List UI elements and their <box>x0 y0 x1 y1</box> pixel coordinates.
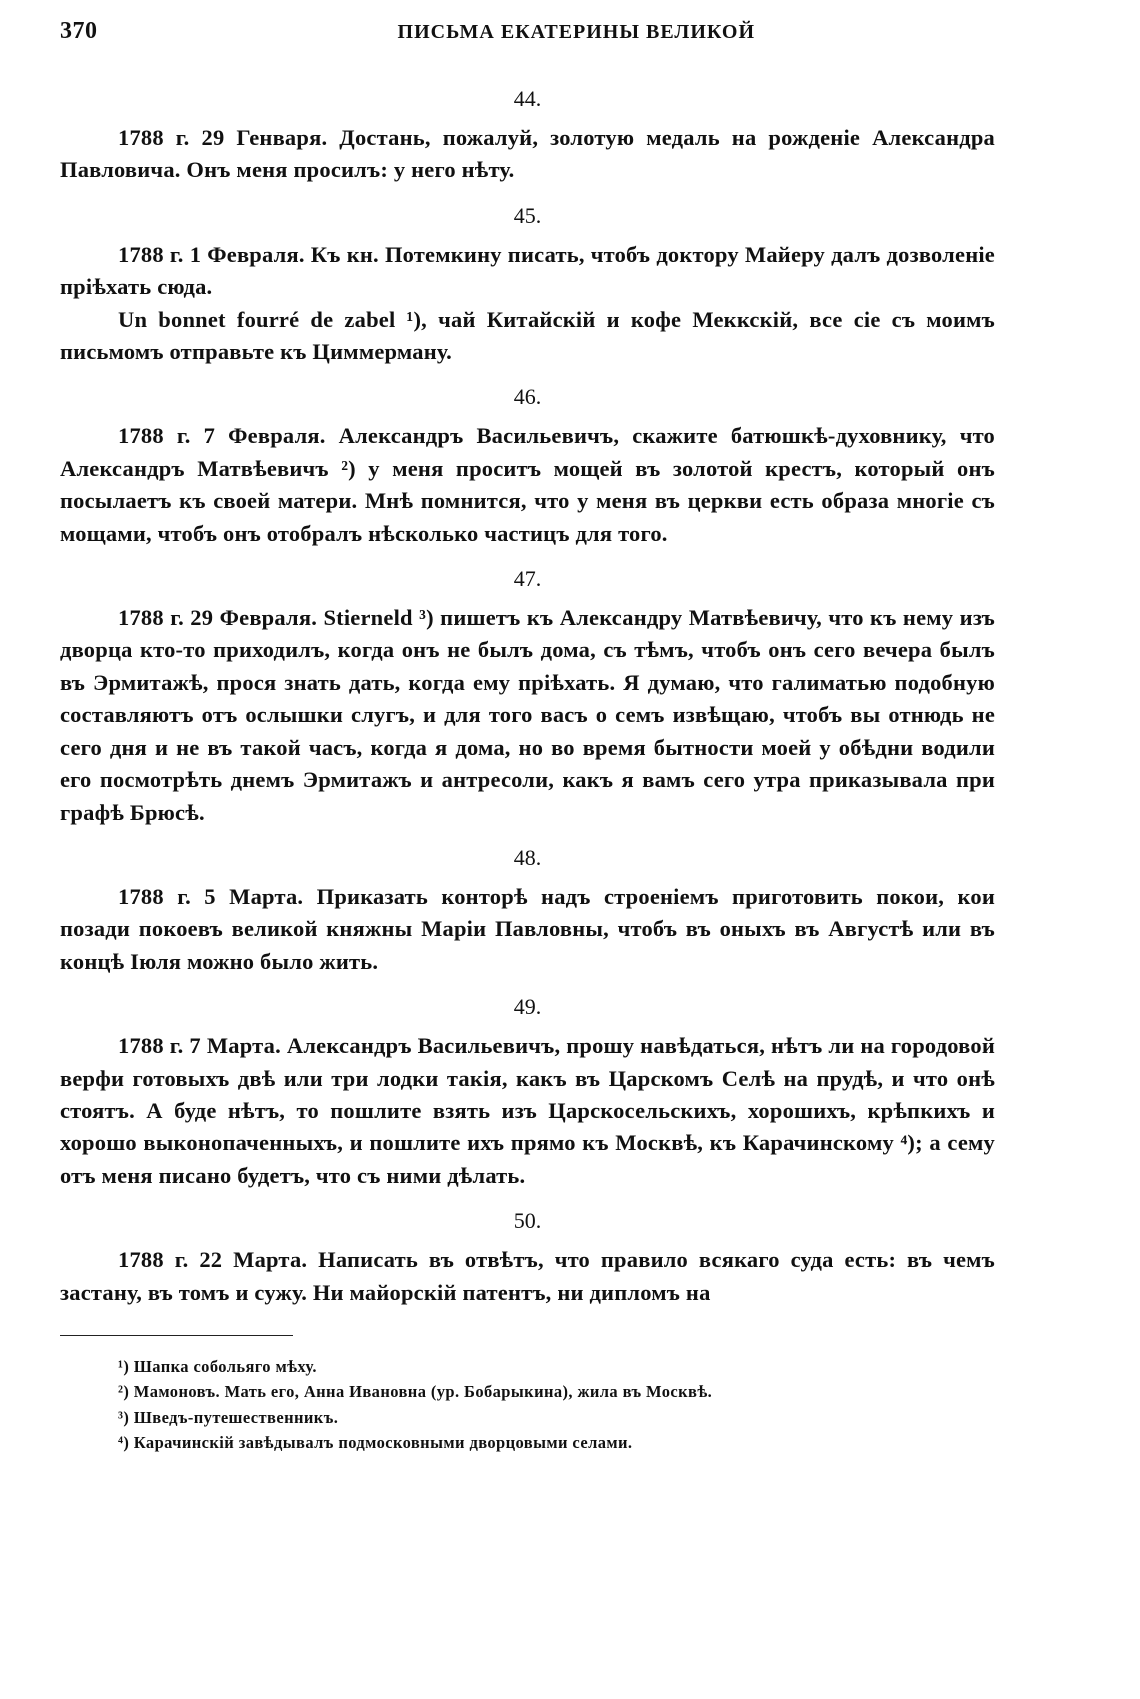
page-header <box>60 18 995 70</box>
letter-paragraph: 1788 г. 7 Марта. Александръ Васильевичъ, прошу навѣдаться, нѣтъ ли на городовой верфи готовыхъ двѣ или три лодки такія, какъ въ Царскомъ Селѣ на прудѣ, и что онѣ стоятъ. А буде нѣтъ, то пошлите взять изъ Царскосельскихъ, хорошихъ, крѣпкихъ и хорошо выконопаченныхъ, и пошлите ихъ прямо къ Москвѣ, къ Карачинскому ⁴); а сему отъ меня писано будетъ, что съ ними дѣлать. <box>60 1033 995 1188</box>
letter-paragraph: Un bonnet fourré de zabel ¹), чай Китайскій и кофе Меккскій, все сіе съ моимъ письмомъ отправьте къ Циммерману. <box>60 306 995 365</box>
page-number: 370 <box>60 18 98 44</box>
footnote: ⁴) Карачинскій завѣдывалъ подмосковными дворцовыми селами. <box>118 1433 633 1453</box>
letter-number: 47. <box>513 566 542 592</box>
letter-47 <box>60 564 995 829</box>
book-page <box>60 18 995 1678</box>
letter-50 <box>60 1206 995 1309</box>
footnote: ¹) Шапка собольяго мѣху. <box>118 1356 317 1376</box>
letter-number: 44. <box>513 86 542 111</box>
letter-number: 48. <box>513 844 542 870</box>
letter-number: 45. <box>513 202 542 228</box>
letter-paragraph: 1788 г. 1 Февраля. Къ кн. Потемкину писать, чтобъ доктору Майеру далъ дозволеніе пріѣхать сюда. <box>60 241 995 300</box>
letter-paragraph: 1788 г. 29 Генваря. Достань, пожалуй, золотую медаль на рожденіе Александра Павловича. Онъ меня просилъ: у него нѣту. <box>60 125 995 183</box>
footnote-divider <box>60 1335 293 1336</box>
letter-46 <box>60 382 995 550</box>
running-title: ПИСЬМА ЕКАТЕРИНЫ ВЕЛИКОЙ <box>397 21 755 43</box>
footnotes <box>60 1354 995 1456</box>
footnote: ²) Мамоновъ. Мать его, Анна Ивановна (ур. Бобарыкина), жила въ Москвѣ. <box>118 1382 713 1402</box>
letter-number: 46. <box>513 384 542 410</box>
letter-48 <box>60 843 995 978</box>
letter-paragraph: 1788 г. 7 Февраля. Александръ Васильевичъ, скажите батюшкѣ-духовнику, что Александръ Матвѣевичъ ²) у меня проситъ мощей въ золотой крестъ, который онъ посылаетъ къ своей матери. Мнѣ помнится, что у меня въ церкви есть образа многіе съ мощами, чтобъ онъ отобралъ нѣсколько частицъ для того. <box>60 423 995 546</box>
letter-44 <box>60 84 995 187</box>
letter-paragraph: 1788 г. 22 Марта. Написать въ отвѣтъ, что правило всякаго суда есть: въ чемъ застану, въ томъ и сужу. Ни майорскій патентъ, ни дипломъ на <box>60 1247 995 1305</box>
letter-45 <box>60 201 995 369</box>
letter-49 <box>60 992 995 1192</box>
footnote: ³) Шведъ-путешественникъ. <box>118 1407 339 1427</box>
letter-number: 50. <box>513 1208 542 1234</box>
letter-number: 49. <box>513 994 542 1020</box>
letter-paragraph: 1788 г. 5 Марта. Приказать конторѣ надъ строеніемъ приготовить покои, кои позади покоевъ великой княжны Маріи Павловны, чтобъ въ оныхъ въ Августѣ или въ концѣ Іюля можно было жить. <box>60 883 995 974</box>
letter-paragraph: 1788 г. 29 Февраля. Stierneld ³) пишетъ къ Александру Матвѣевичу, что къ нему изъ дворца кто-то приходилъ, когда онъ не былъ дома, съ тѣмъ, чтобъ онъ сего вечера былъ въ Эрмитажѣ, прося знать дать, когда ему пріѣхать. Я думаю, что галиматью подобную составляютъ отъ ослышки слугъ, и для того васъ о семъ извѣщаю, чтобъ вы отнюдь не сего дня и не въ такой часъ, когда я дома, но во время бытности моей у обѣдни водили его посмотрѣть днемъ Эрмитажъ и антресоли, какъ я вамъ сего утра приказывала при графѣ Брюсѣ. <box>60 605 995 825</box>
